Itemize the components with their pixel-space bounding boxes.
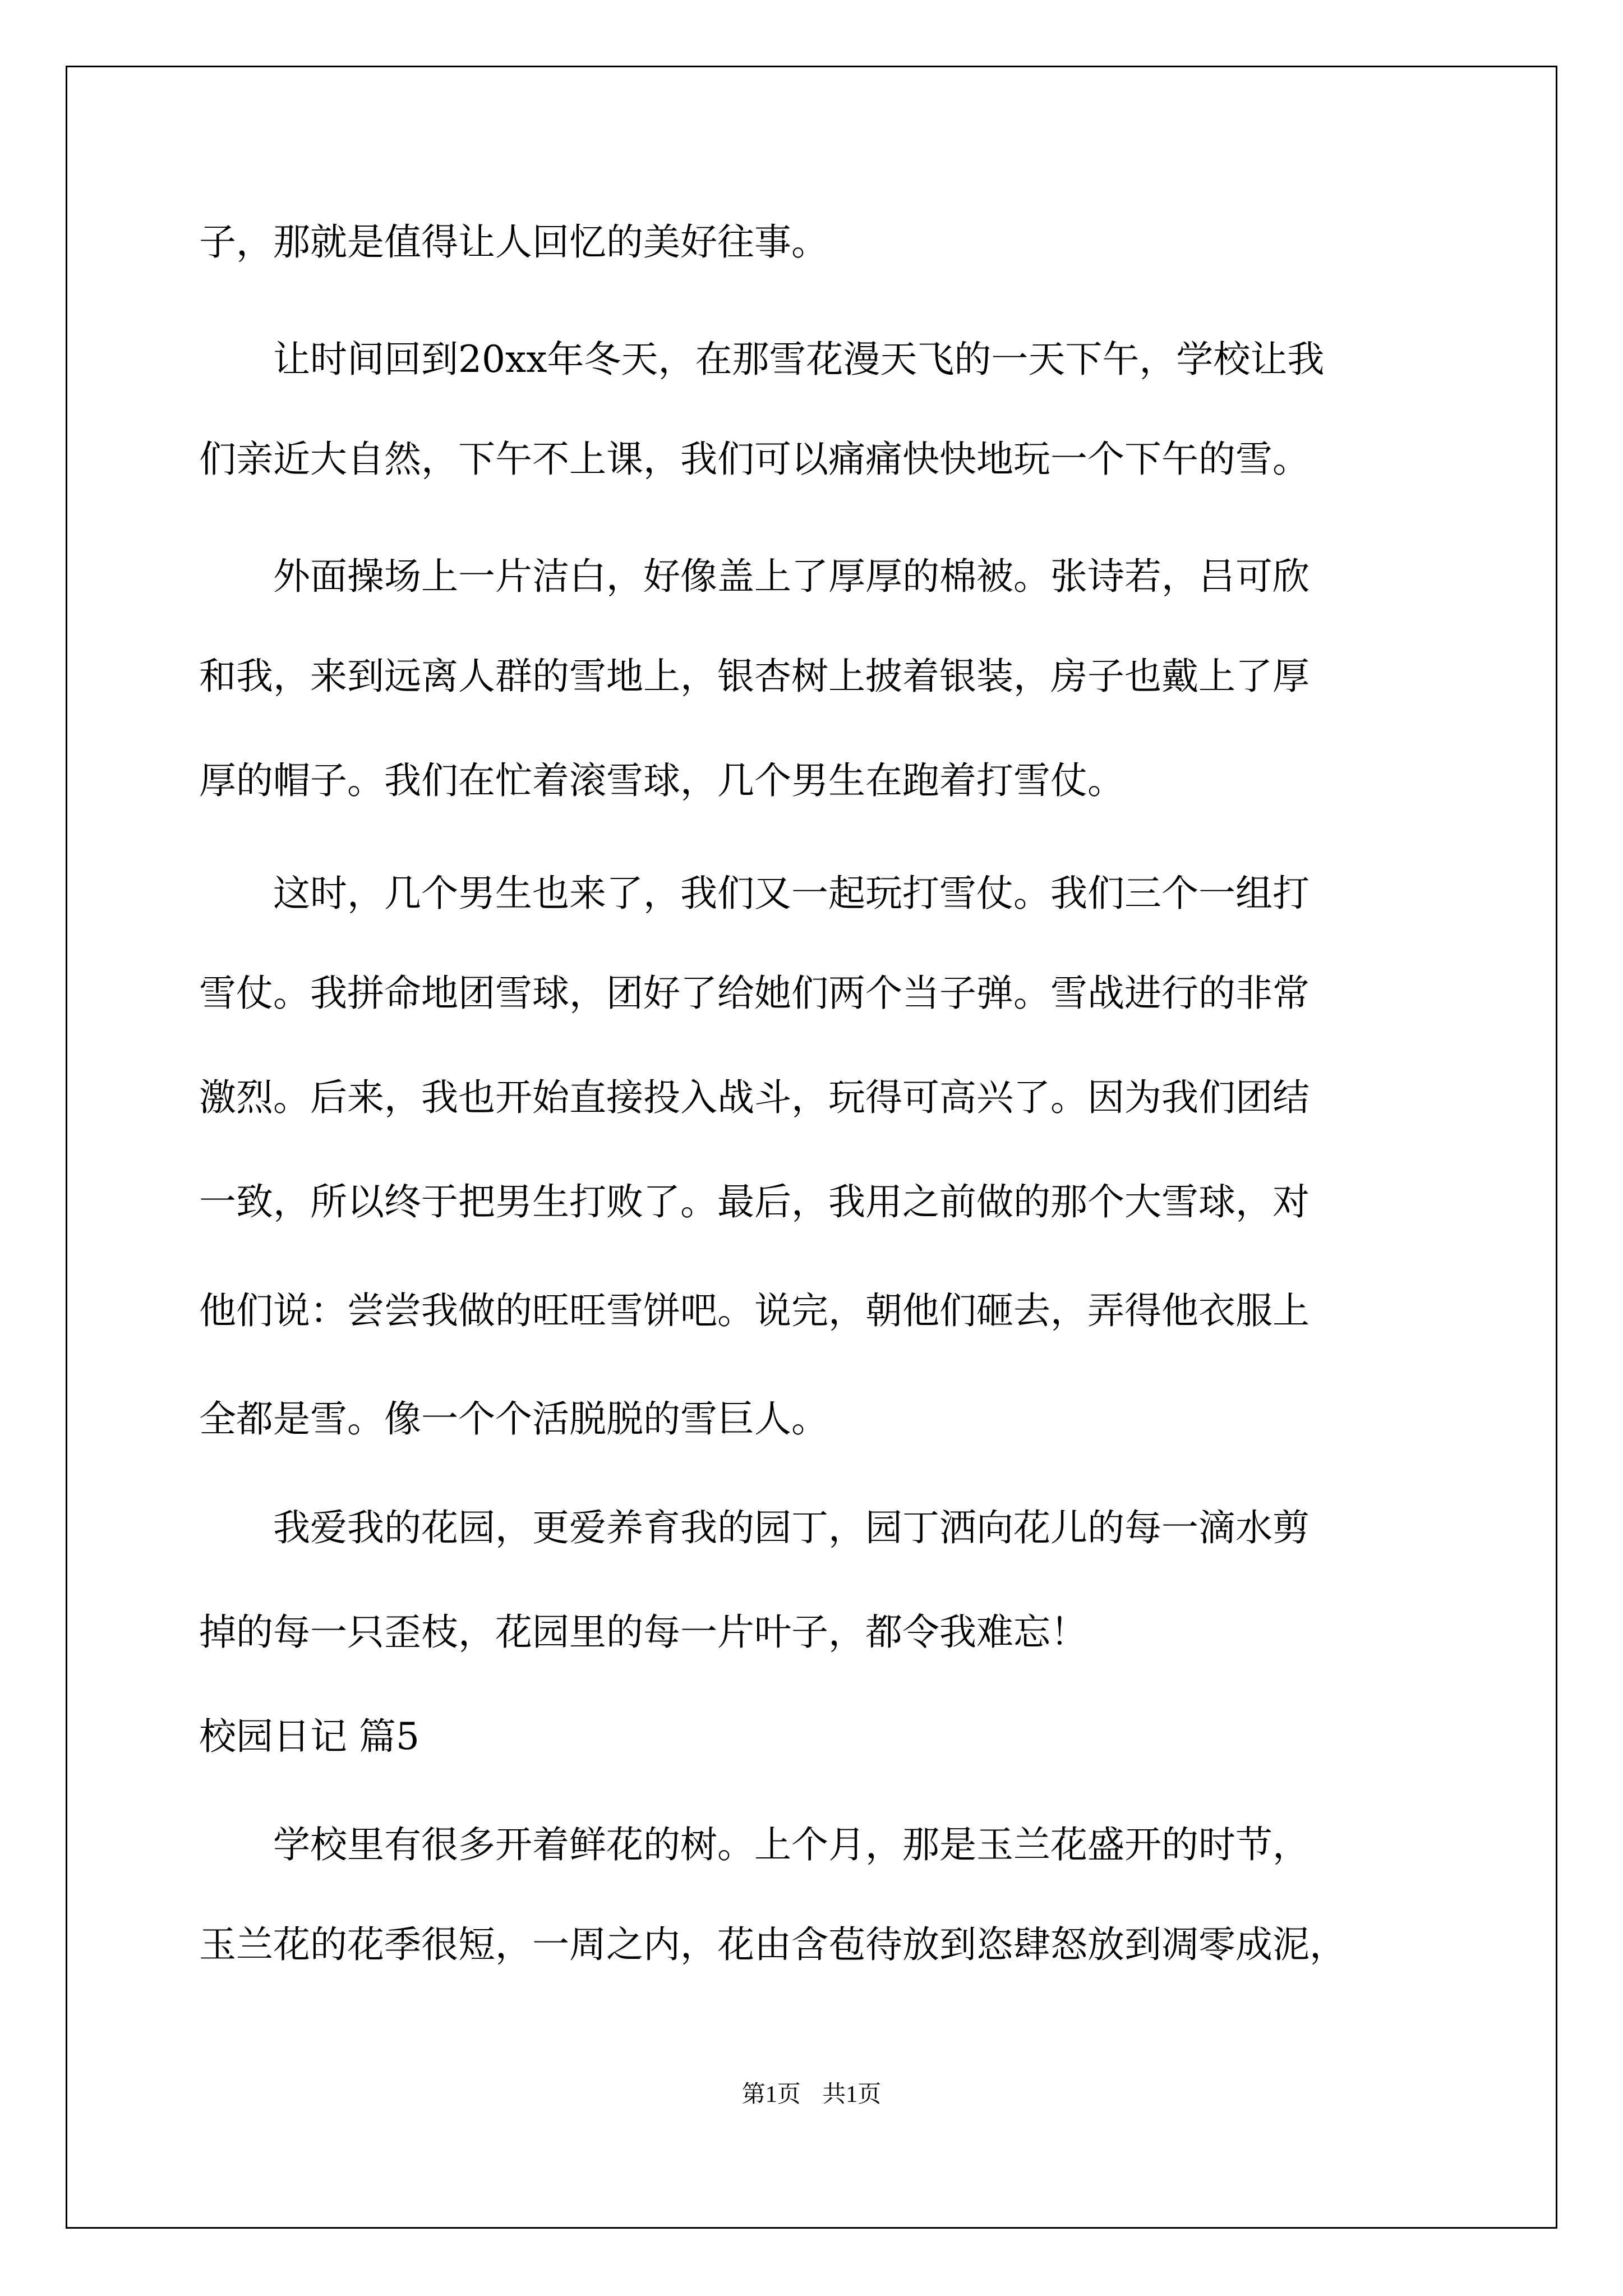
page-footer (0, 2083, 1623, 2106)
text-line: 外面操场上一片洁白，好像盖上了厚厚的棉被。张诗若，吕可欣 (199, 555, 1310, 598)
text-line: 们亲近大自然，下午不上课，我们可以痛痛快快地玩一个下午的雪。 (199, 438, 1310, 481)
text-line: 全都是雪。像一个个活脱脱的雪巨人。 (199, 1397, 828, 1441)
text-line: 雪仗。我拼命地团雪球，团好了给她们两个当子弹。雪战进行的非常 (199, 972, 1310, 1015)
text-line: 厚的帽子。我们在忙着滚雪球，几个男生在跑着打雪仗。 (199, 759, 1124, 802)
text-line: 让时间回到20xx年冬天，在那雪花漫天飞的一天下午，学校让我 (199, 338, 1325, 381)
text-line: 学校里有很多开着鲜花的树。上个月，那是玉兰花盛开的时节， (199, 1823, 1310, 1866)
page-total: 共1页 (822, 2082, 882, 2108)
page-border (66, 66, 1557, 2229)
text-line: 掉的每一只歪枝，花园里的每一片叶子，都令我难忘！ (199, 1611, 1087, 1654)
text-line: 子，那就是值得让人回忆的美好往事。 (199, 220, 828, 264)
text-line: 和我，来到远离人群的雪地上，银杏树上披着银装，房子也戴上了厚 (199, 655, 1310, 698)
text-line: 玉兰花的花季很短，一周之内，花由含苞待放到恣肆怒放到凋零成泥， (199, 1923, 1347, 1966)
section-heading: 校园日记 篇5 (199, 1715, 419, 1758)
text-line: 我爱我的花园，更爱养育我的园丁，园丁洒向花儿的每一滴水剪 (199, 1506, 1310, 1549)
page-number: 第1页 (741, 2082, 801, 2108)
text-line: 激烈。后来，我也开始直接投入战斗，玩得可高兴了。因为我们团结 (199, 1076, 1310, 1119)
text-line: 这时，几个男生也来了，我们又一起玩打雪仗。我们三个一组打 (199, 872, 1310, 915)
text-line: 一致，所以终于把男生打败了。最后，我用之前做的那个大雪球，对 (199, 1180, 1310, 1223)
text-line: 他们说：尝尝我做的旺旺雪饼吧。说完，朝他们砸去，弄得他衣服上 (199, 1289, 1310, 1332)
